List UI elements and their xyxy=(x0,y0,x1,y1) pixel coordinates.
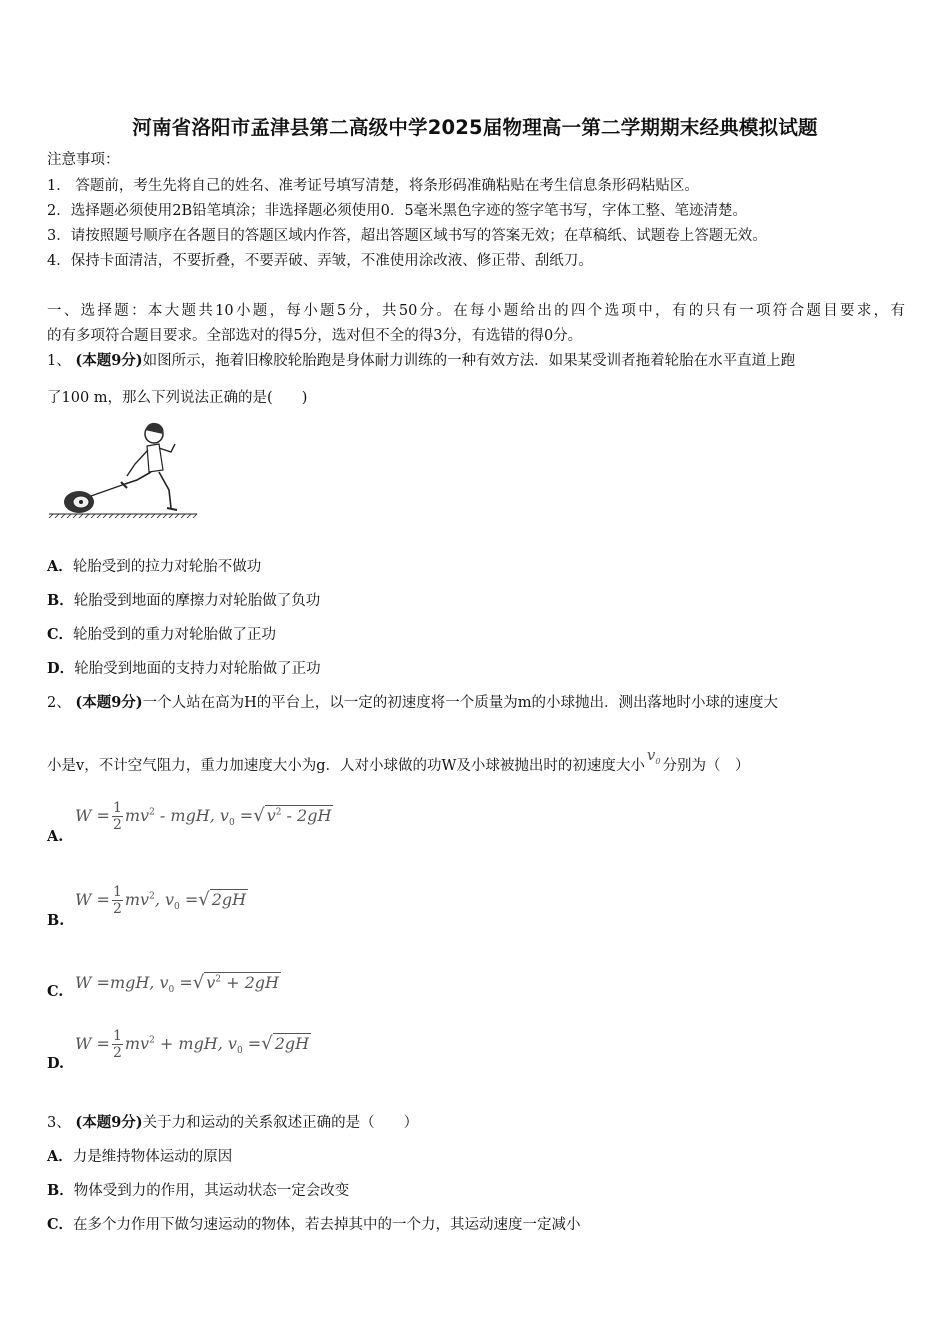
q2-option-a-label: A. xyxy=(47,828,64,845)
notice-item-2: 2．选择题必须使用2B铅笔填涂；非选择题必须使用0．5毫米黑色字迹的签字笔书写，字体工整、笔迹清楚。 xyxy=(47,203,748,219)
q1-option-a: A．轮胎受到的拉力对轮胎不做功 xyxy=(47,558,262,575)
q2-stem-line-1 xyxy=(47,693,778,713)
q1-option-c: C．轮胎受到的重力对轮胎做了正功 xyxy=(47,626,277,643)
q1-number: 1、 xyxy=(47,353,71,369)
q3-number: 3、 xyxy=(47,1115,71,1131)
v0-symbol: $v_0$ xyxy=(646,746,661,766)
q3-option-c: C．在多个力作用下做匀速运动的物体，若去掉其中的一个力，其运动速度一定减小 xyxy=(47,1216,581,1233)
q1-stem-line-1 xyxy=(47,351,795,371)
notice-item-4: 4．保持卡面清洁，不要折叠，不要弄破、弄皱，不准使用涂改液、修正带、刮纸刀。 xyxy=(47,253,593,269)
q2-text-2b: 分别为（ ） xyxy=(662,758,750,774)
q2-option-b-label: B. xyxy=(47,912,65,929)
q1-option-d: D．轮胎受到地面的支持力对轮胎做了正功 xyxy=(47,660,321,677)
q2-option-d-formula: W = $\frac{1}{2}$ $mv^2$ + mgH, $v_0$ =√ 2gH xyxy=(75,1028,310,1061)
q2-score: (本题9分) xyxy=(75,694,143,711)
q2-text-1: 一个人站在高为H的平台上，以一定的初速度将一个质量为m的小球抛出．测出落地时小球的速度大 xyxy=(142,695,779,711)
notice-item-3: 3．请按照题号顺序在各题目的答题区域内作答，超出答题区域书写的答案无效；在草稿纸、试题卷上答题无效。 xyxy=(47,228,767,244)
q2-option-c-formula: W =mgH, $v_0$ =√ $v^2 + 2gH$ xyxy=(75,972,279,996)
tire-runner-figure xyxy=(47,418,199,518)
q2-stem-line-2 xyxy=(47,746,750,782)
page-title: 河南省洛阳市孟津县第二高级中学2025届物理高一第二学期期末经典模拟试题 xyxy=(132,116,818,139)
q1-score: (本题9分) xyxy=(75,352,143,369)
q2-option-c-label: C. xyxy=(47,983,64,1000)
notice-heading: 注意事项： xyxy=(47,152,120,168)
q2-number: 2、 xyxy=(47,695,71,711)
notice-item-1: 1． 答题前，考生先将自己的姓名、准考证号填写清楚，将条形码准确粘贴在考生信息条形码粘贴区。 xyxy=(47,178,699,194)
q3-text: 关于力和运动的关系叙述正确的是（ ） xyxy=(142,1115,419,1131)
q2-option-b-formula: W = $\frac{1}{2}$ $mv^2$, $v_0$ =√ 2gH xyxy=(75,884,247,917)
q3-score: (本题9分) xyxy=(75,1114,143,1131)
section-intro-line-2: 的有多项符合题目要求。全部选对的得5分，选对但不全的得3分，有选错的得0分。 xyxy=(47,328,583,344)
q2-option-a-formula: W = $\frac{1}{2}$ $mv^2$ - mgH, $v_0$ =√ $v^2 - 2gH$ xyxy=(75,800,332,833)
q2-option-d-label: D. xyxy=(47,1055,65,1072)
q1-text-1: 如图所示，拖着旧橡胶轮胎跑是身体耐力训练的一种有效方法．如果某受训者拖着轮胎在水平直道上跑 xyxy=(142,353,796,369)
q3-stem xyxy=(47,1113,418,1133)
q3-option-b: B．物体受到力的作用，其运动状态一定会改变 xyxy=(47,1182,350,1199)
q1-stem-line-2: 了100 m，那么下列说法正确的是( ) xyxy=(47,390,308,406)
q1-option-b: B．轮胎受到地面的摩擦力对轮胎做了负功 xyxy=(47,592,321,609)
q3-option-a: A．力是维持物体运动的原因 xyxy=(47,1148,233,1165)
q2-text-2a: 小是v，不计空气阻力，重力加速度大小为g．人对小球做的功W及小球被抛出时的初速度大小 xyxy=(47,758,645,774)
section-intro-line-1: 一、选择题：本大题共10小题，每小题5分，共50分。在每小题给出的四个选项中，有的只有一项符合题目要求，有 xyxy=(47,303,905,319)
